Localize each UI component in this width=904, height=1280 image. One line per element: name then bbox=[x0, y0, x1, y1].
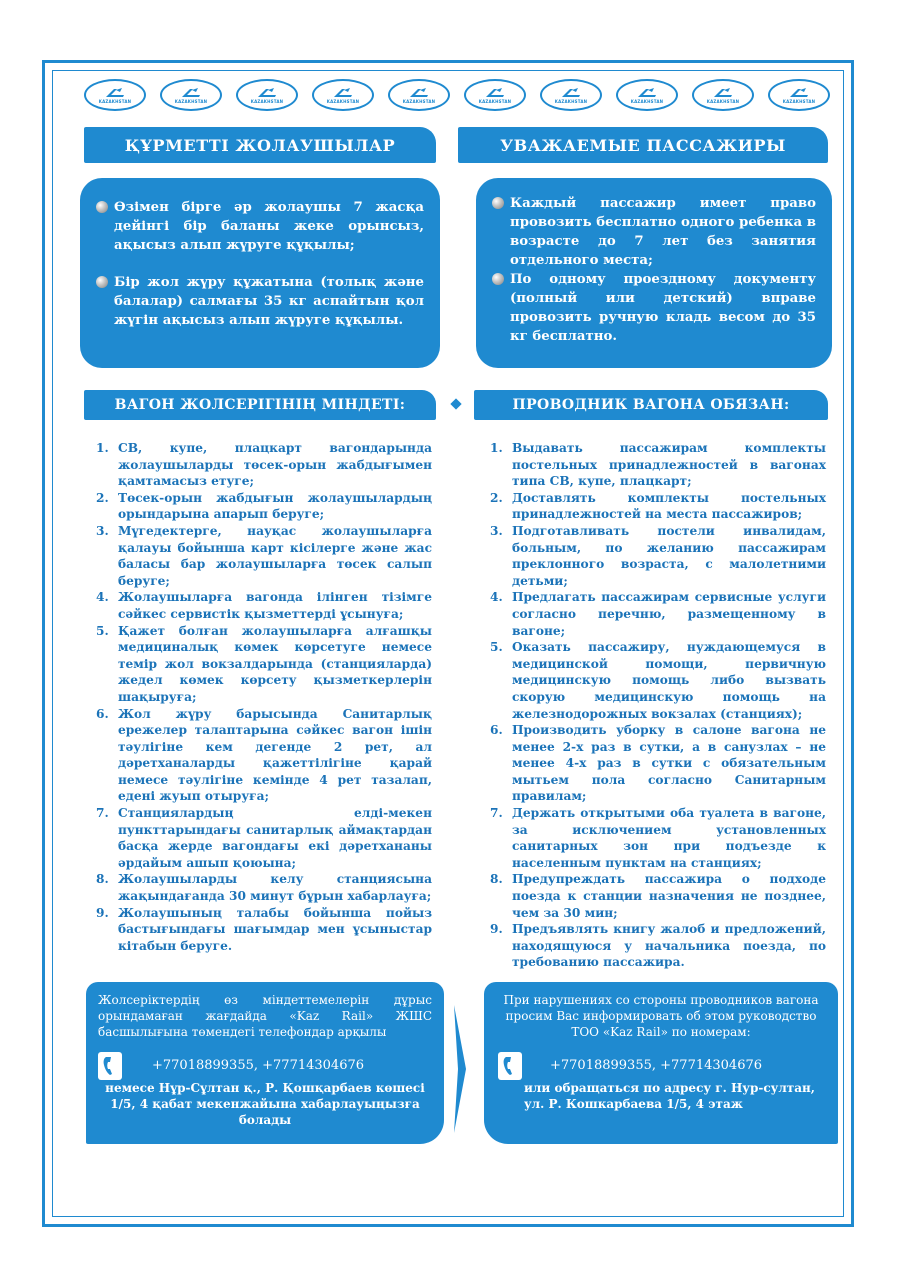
duty-item-number: 1. bbox=[490, 441, 503, 455]
logo-text: KAZAKHSTAN bbox=[98, 98, 132, 104]
contact-intro-text: Жолсеріктердің өз міндеттемелерін дұрыс орындамаған жағдайда «Kaz Rail» ЖШС басшылығына төмендегі телефондар арқылы bbox=[98, 993, 432, 1039]
duty-item-text: Выдавать пассажирам комплекты постельных принадлежностей в вагонах типа СВ, купе, плацкарт; bbox=[512, 441, 826, 489]
phone-row bbox=[498, 1052, 824, 1080]
duty-item bbox=[490, 921, 826, 971]
sphere-bullet-icon bbox=[96, 201, 108, 213]
chevron-divider-icon bbox=[452, 1005, 468, 1133]
contact-address: или обращаться по адресу г. Нур-султан, ул. Р. Кошкарбаева 1/5, 4 этаж bbox=[524, 1081, 815, 1111]
intro-item-text: По одному проездному документу (полный или детский) вправе провозить ручную кладь весом до 35 кг бесплатно. bbox=[510, 272, 816, 344]
intro-item bbox=[96, 198, 424, 255]
phone-icon bbox=[98, 1052, 122, 1080]
logo-text: KAZAKHSTAN bbox=[326, 98, 360, 104]
duty-item-number: 5. bbox=[96, 623, 109, 638]
kaz-rail-logo-icon bbox=[84, 79, 146, 111]
intro-item-text: Каждый пассажир имеет право провозить бесплатно одного ребенка в возрасте до 7 лет без занятия отдельного места; bbox=[510, 196, 816, 268]
duty-item bbox=[490, 805, 826, 871]
duty-item bbox=[490, 639, 826, 722]
logo-text: KAZAKHSTAN bbox=[174, 98, 208, 104]
duty-item-text: Станциялардың елді-мекен пункттарындағы санитарлық аймақтардан басқа жерде вагондағы екі дәретхананы әрдайым ашып қоюына; bbox=[118, 806, 432, 870]
phone-numbers[interactable]: +77018899355, +77714304676 bbox=[550, 1058, 763, 1073]
intro-item-text: Өзімен бірге әр жолаушы 7 жасқа дейінгі бір баланы жеке орынсыз, ақысыз алып жүруге құқылы; bbox=[114, 200, 424, 253]
duty-item-number: 8. bbox=[96, 872, 109, 887]
duty-item bbox=[96, 623, 432, 706]
duty-item-text: Предупреждать пассажира о подходе поезда к станции назначения не позднее, чем за 30 мин; bbox=[512, 872, 826, 920]
duty-item-number: 8. bbox=[490, 872, 503, 887]
duty-item bbox=[96, 440, 432, 490]
kaz-rail-logo-icon bbox=[388, 79, 450, 111]
intro-box-kz bbox=[80, 178, 440, 368]
duty-item-number: 3. bbox=[490, 523, 503, 538]
duty-item-text: Жол жүру барысында Санитарлық ережелер талаптарына сәйкес вагон ішін тәулігіне кем дегенде 2 рет, ал дәретханаларды қажеттілігіне қарай немесе тәулігіне кемінде 4 рет тазалап, едені жуып отыруға; bbox=[118, 706, 432, 804]
logo-text: KAZAKHSTAN bbox=[630, 98, 664, 104]
kaz-rail-logo-icon bbox=[616, 79, 678, 111]
duty-item-text: Мүгедектерге, науқас жолаушыларға қалауы бойынша карт кісілерге және жас баласы бар жолаушыларға төсек салып беруге; bbox=[118, 523, 432, 588]
kaz-rail-logo-icon bbox=[692, 79, 754, 111]
duty-item-number: 3. bbox=[96, 523, 109, 538]
logo-text: KAZAKHSTAN bbox=[706, 98, 740, 104]
phone-numbers[interactable]: +77018899355, +77714304676 bbox=[152, 1058, 365, 1073]
duty-item-text: Подготавливать постели инвалидам, больным, по желанию пассажирам преклонного возраста, с малолетними детьми; bbox=[512, 523, 826, 588]
duty-item-number: 5. bbox=[490, 640, 503, 655]
duty-item-text: Жолаушыларды келу станциясына жақындағанда 30 минут бұрын хабарлауға; bbox=[118, 872, 432, 904]
kaz-rail-logo-icon bbox=[312, 79, 374, 111]
duty-item bbox=[490, 589, 826, 639]
contact-intro-text: При нарушениях со стороны проводников вагона просим Вас информировать об этом руководство ТОО «Kaz Rail» по номерам: bbox=[503, 993, 819, 1039]
intro-item bbox=[492, 194, 816, 270]
kaz-rail-logo-icon bbox=[540, 79, 602, 111]
kaz-rail-logo-icon bbox=[768, 79, 830, 111]
intro-box-ru bbox=[476, 178, 832, 368]
duty-item-number: 7. bbox=[96, 806, 109, 821]
duty-item bbox=[96, 523, 432, 589]
intro-item bbox=[492, 270, 816, 346]
duty-item-number: 2. bbox=[96, 490, 109, 505]
duty-item bbox=[490, 722, 826, 805]
intro-item-text: Бір жол жүру құжатына (толық және балалар) салмағы 35 кг аспайтын қол жүгін ақысыз алып жүруге құқылы. bbox=[114, 275, 424, 328]
duty-item-number: 7. bbox=[490, 806, 503, 821]
duty-item-number: 4. bbox=[490, 590, 503, 605]
duty-item-text: Төсек-орын жабдығын жолаушылардың орындарына апарып беруге; bbox=[118, 490, 432, 522]
logo-strip bbox=[84, 79, 830, 113]
duty-item-text: Предъявлять книгу жалоб и предложений, находящуюся у начальника поезда, по требованию пассажира. bbox=[512, 922, 826, 970]
kaz-rail-logo-icon bbox=[160, 79, 222, 111]
duty-item bbox=[96, 490, 432, 523]
duty-item-text: Доставлять комплекты постельных принадлежностей на места пассажиров; bbox=[512, 490, 826, 522]
contact-box-ru bbox=[484, 982, 838, 1144]
banner-title-ru: УВАЖАЕМЫЕ ПАССАЖИРЫ bbox=[458, 127, 828, 163]
duty-item bbox=[490, 871, 826, 921]
phone-icon bbox=[498, 1052, 522, 1080]
banner-title-kz: ҚҰРМЕТТІ ЖОЛАУШЫЛАР bbox=[84, 127, 436, 163]
kaz-rail-logo-icon bbox=[464, 79, 526, 111]
sphere-bullet-icon bbox=[96, 276, 108, 288]
contact-address: немесе Нұр-Сұлтан қ., Р. Қошқарбаев көшесі 1/5, 4 қабат мекенжайына хабарлауыңызға болады bbox=[105, 1081, 425, 1127]
duty-item-text: Оказать пассажиру, нуждающемуся в медицинской помощи, первичную медицинскую помощь либо вызвать скорую медицинскую помощь на железнодорожных вокзалах (станциях); bbox=[512, 640, 826, 721]
logo-text: KAZAKHSTAN bbox=[478, 98, 512, 104]
duty-item bbox=[490, 523, 826, 589]
logo-text: KAZAKHSTAN bbox=[782, 98, 816, 104]
duty-item-text: Производить уборку в салоне вагона не менее 2-х раз в сутки, а в санузлах – не менее 4-х раз в сутки с обязательным мытьем пола согласно Санитарным правилам; bbox=[512, 723, 826, 804]
phone-row bbox=[98, 1052, 432, 1080]
duty-item bbox=[96, 871, 432, 904]
duty-item-number: 9. bbox=[490, 922, 503, 937]
duty-item-text: Предлагать пассажирам сервисные услуги согласно перечню, размещенному в вагоне; bbox=[512, 590, 826, 638]
duty-item bbox=[96, 706, 432, 806]
duty-item-text: Держать открытыми оба туалета в вагоне, за исключением установленных санитарных зон при подъезде к населенным пунктам на станциях; bbox=[512, 806, 826, 870]
duty-item-number: 2. bbox=[490, 490, 503, 505]
duty-item-number: 9. bbox=[96, 905, 109, 920]
duty-item-text: Жолаушының талабы бойынша пойыз бастығындағы шағымдар мен ұсыныстар кітабын беруге. bbox=[118, 905, 432, 953]
logo-text: KAZAKHSTAN bbox=[402, 98, 436, 104]
duty-item-number: 6. bbox=[490, 723, 503, 738]
duty-item-text: Қажет болған жолаушыларға алғашқы медициналық көмек көрсетуге немесе темір жол вокзалдарында (станцияларда) жедел көмек көрсету қызметкерлерін шақыруға; bbox=[118, 623, 432, 704]
duty-item-number: 1. bbox=[96, 441, 109, 455]
kaz-rail-logo-icon bbox=[236, 79, 298, 111]
duty-item bbox=[490, 490, 826, 523]
duty-heading-kz: ВАГОН ЖОЛСЕРІГІНІҢ МІНДЕТІ: bbox=[84, 390, 436, 420]
duty-list-ru bbox=[490, 440, 826, 971]
duty-item-text: Жолаушыларға вагонда ілінген тізімге сәйкес сервистік қызметтерді ұсынуға; bbox=[118, 590, 432, 621]
duty-item bbox=[490, 440, 826, 490]
sphere-bullet-icon bbox=[492, 197, 504, 209]
duty-heading-ru: ПРОВОДНИК ВАГОНА ОБЯЗАН: bbox=[474, 390, 828, 420]
logo-text: KAZAKHSTAN bbox=[554, 98, 588, 104]
duty-item bbox=[96, 905, 432, 955]
duty-item-text: СВ, купе, плацкарт вагондарында жолаушыларды төсек-орын жабдығымен қамтамасыз етуге; bbox=[118, 441, 432, 489]
duty-item-number: 6. bbox=[96, 706, 109, 721]
duty-item-number: 4. bbox=[96, 590, 109, 605]
duty-list-kz bbox=[96, 440, 432, 954]
intro-item bbox=[96, 273, 424, 330]
contact-box-kz bbox=[86, 982, 444, 1144]
duty-item bbox=[96, 589, 432, 622]
sphere-bullet-icon bbox=[492, 273, 504, 285]
duty-item bbox=[96, 805, 432, 871]
logo-text: KAZAKHSTAN bbox=[250, 98, 284, 104]
